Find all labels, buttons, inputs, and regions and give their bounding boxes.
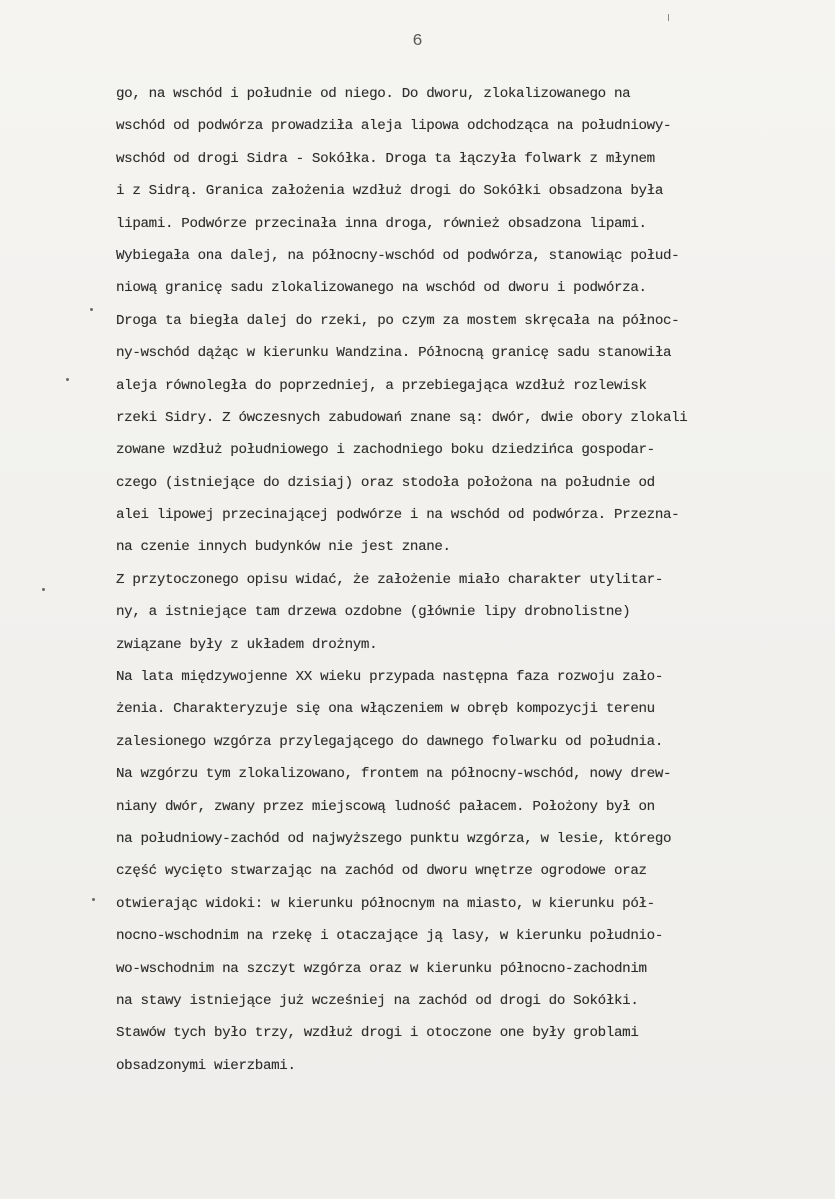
text-line: lipami. Podwórze przecinała inna droga, również obsadzona lipami. xyxy=(116,215,647,232)
text-line: Droga ta biegła dalej do rzeki, po czym za mostem skręcała na północ- xyxy=(116,312,680,329)
text-line: Z przytoczonego opisu widać, że założenie miało charakter utylitar- xyxy=(116,571,663,588)
text-line: nocno-wschodnim na rzekę i otaczające ją lasy, w kierunku południo- xyxy=(116,928,663,945)
text-line: ny, a istniejące tam drzewa ozdobne (głównie lipy drobnolistne) xyxy=(116,604,631,621)
scan-dot xyxy=(92,898,95,901)
text-line: Stawów tych było trzy, wzdłuż drogi i otoczone one były groblami xyxy=(116,1025,639,1042)
text-line: część wycięto stwarzając na zachód od dworu wnętrze ogrodowe oraz xyxy=(116,863,647,880)
text-line: na południowy-zachód od najwyższego punktu wzgórza, w lesie, którego xyxy=(116,830,672,847)
text-line: na stawy istniejące już wcześniej na zachód od drogi do Sokółki. xyxy=(116,992,639,1009)
text-line: i z Sidrą. Granica założenia wzdłuż drogi do Sokółki obsadzona była xyxy=(116,183,663,200)
scan-dot xyxy=(66,378,69,381)
scan-dot xyxy=(90,308,93,311)
text-line: niową granicę sadu zlokalizowanego na wschód od dworu i podwórza. xyxy=(116,280,647,297)
text-line: niany dwór, zwany przez miejscową ludność pałacem. Położony był on xyxy=(116,798,655,815)
text-line: ny-wschód dążąc w kierunku Wandzina. Północną granicę sadu stanowiła xyxy=(116,345,672,362)
text-line: otwierając widoki: w kierunku północnym na miasto, w kierunku pół- xyxy=(116,895,655,912)
text-line: zalesionego wzgórza przylegającego do dawnego folwarku od południa. xyxy=(116,733,663,750)
text-line: na czenie innych budynków nie jest znane. xyxy=(116,539,451,556)
text-line: rzeki Sidry. Z ówczesnych zabudowań znane są: dwór, dwie obory zlokali xyxy=(116,409,688,426)
text-line: czego (istniejące do dzisiaj) oraz stodoła położona na południe od xyxy=(116,474,655,491)
text-line: wo-wschodnim na szczyt wzgórza oraz w kierunku północno-zachodnim xyxy=(116,960,647,977)
text-line: zowane wzdłuż południowego i zachodniego boku dziedzińca gospodar- xyxy=(116,442,655,459)
text-line: Na wzgórzu tym zlokalizowano, frontem na północny-wschód, nowy drew- xyxy=(116,766,672,783)
text-line: Wybiegała ona dalej, na północny-wschód od podwórza, stanowiąc połud- xyxy=(116,247,680,264)
page-number: 6 xyxy=(412,32,423,51)
text-line: go, na wschód i południe od niego. Do dworu, zlokalizowanego na xyxy=(116,86,631,102)
text-line: Na lata międzywojenne XX wieku przypada następna faza rozwoju zało- xyxy=(116,669,663,686)
text-line: alei lipowej przecinającej podwórze i na wschód od podwórza. Przezna- xyxy=(116,507,680,524)
text-line: wschód od drogi Sidra - Sokółka. Droga ta łączyła folwark z młynem xyxy=(116,150,655,167)
body-text xyxy=(116,78,835,1082)
text-line: obsadzonymi wierzbami. xyxy=(116,1057,296,1074)
text-line: żenia. Charakteryzuje się ona włączeniem w obręb kompozycji terenu xyxy=(116,701,655,718)
scan-mark-top xyxy=(668,14,669,21)
text-line: wschód od podwórza prowadziła aleja lipowa odchodząca na południowy- xyxy=(116,118,672,135)
text-line: aleja równoległa do poprzedniej, a przebiegająca wzdłuż rozlewisk xyxy=(116,377,647,394)
text-line: związane były z układem drożnym. xyxy=(116,636,378,653)
scan-dot xyxy=(42,588,45,591)
